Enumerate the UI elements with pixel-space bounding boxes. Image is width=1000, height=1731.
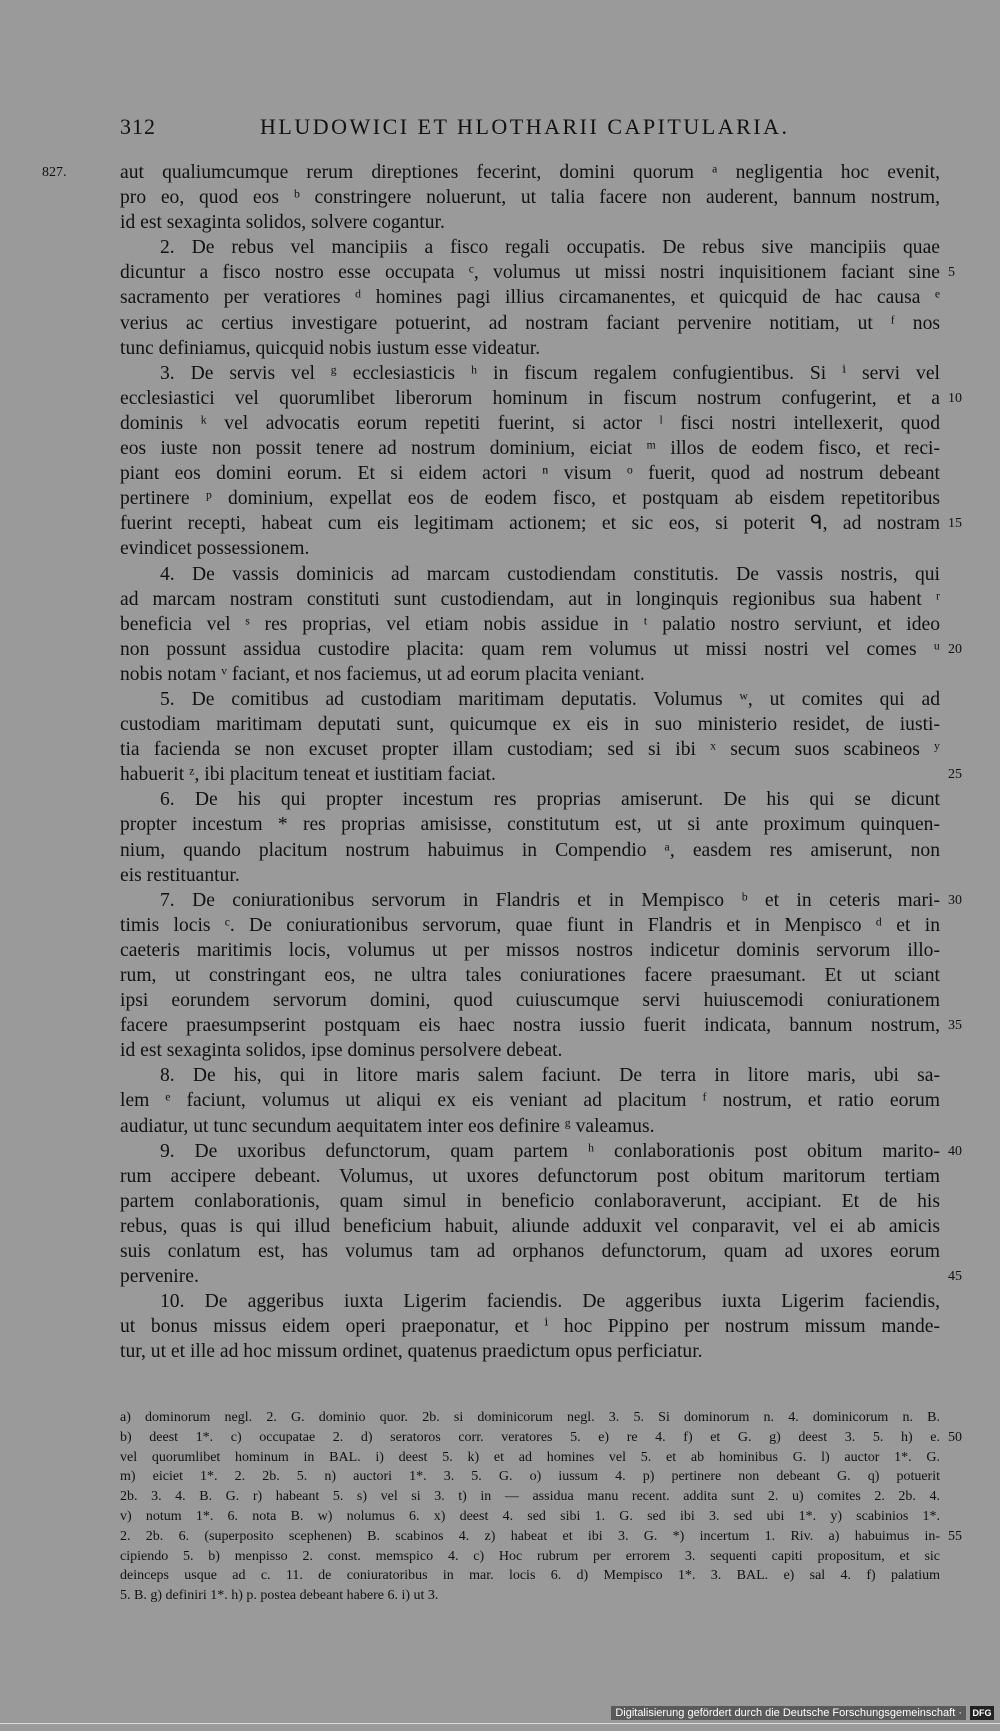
line-text: piant eos domini eorum. Et si eidem actori ⁿ visum ᵒ fuerit, quod ad nostrum debeant <box>120 463 940 485</box>
digitization-footer <box>0 1706 1000 1724</box>
footnote-text: b) deest 1*. c) occupatae 2. d) seratoros corr. veratores 5. e) re 4. f) et G. g) deest 3. 5. h) e. <box>120 1429 940 1445</box>
text-line <box>120 336 940 361</box>
text-line <box>120 1314 940 1339</box>
text-line <box>120 1063 940 1088</box>
line-text: tur, ut et ille ad hoc missum ordinet, quatenus praedictum opus perficiatur. <box>120 1341 703 1363</box>
text-line <box>120 888 962 913</box>
line-text: custodiam maritimam deputati sunt, quicumque ex eis in suo ministerio residet, de iusti- <box>120 714 940 736</box>
line-text: pertinere ᵖ dominium, expellat eos de eodem fisco, et postquam ab eisdem repetitoribus <box>120 488 940 510</box>
text-line <box>120 1214 940 1239</box>
line-text: ecclesiastici vel quorumlibet liberorum hominum in fiscum nostrum confugerint, et a <box>120 387 940 409</box>
line-number: 25 <box>948 767 962 783</box>
footnote-text: 2b. 3. 4. B. G. r) habeant 5. s) vel si 3. t) in — assidua manu recent. addita sunt 2. u) comites 2. 2b. 4. <box>120 1489 940 1505</box>
line-text: rum accipere debeant. Volumus, ut uxores defunctorum post obitum maritorum tertiam <box>120 1165 940 1187</box>
footnote-line <box>120 1527 962 1547</box>
line-text: timis locis ᶜ. De coniurationibus servorum, quae fiunt in Flandris et in Menpisco ᵈ et in <box>120 914 940 936</box>
line-text: sacramento per veratiores ᵈ homines pagi illius circamanentes, et quicquid de hac causa ᵉ <box>120 287 940 309</box>
line-text: dicuntur a fisco nostro esse occupata ᶜ, volumus ut missi nostri inquisitionem faciant sine <box>120 262 940 284</box>
text-line <box>120 461 940 486</box>
footnote-line <box>120 1586 940 1606</box>
line-text: pro eo, quod eos ᵇ constringere noluerunt, ut talia facere non auderent, bannum nostrum, <box>120 187 940 209</box>
line-text: ipsi eorundem servorum domini, quod cuiuscumque servi huiuscemodi coniurationem <box>120 990 940 1012</box>
text-line <box>120 536 940 561</box>
line-text: eis restituantur. <box>120 864 240 886</box>
line-number: 55 <box>948 1528 962 1544</box>
text-line <box>120 1038 940 1063</box>
line-text: 7. De coniurationibus servorum in Flandris et in Mempisco ᵇ et in ceteris mari- <box>160 889 940 911</box>
footnote-line <box>120 1448 940 1468</box>
text-line <box>120 436 940 461</box>
footnote-line <box>120 1487 940 1507</box>
line-text: aut qualiumcumque rerum direptiones fecerint, domini quorum ᵃ negligentia hoc evenit, <box>120 162 940 183</box>
line-text: eos iuste non possit tenere ad nostrum dominium, eiciat ᵐ illos de eodem fisco, et reci- <box>120 438 940 460</box>
text-line <box>120 235 940 260</box>
line-text: evindicet possessionem. <box>120 538 310 560</box>
line-text: tia facienda se non excuset propter illam custodiam; sed si ibi ˣ secum suos scabineos ʸ <box>120 739 940 761</box>
footnote-line <box>120 1428 962 1448</box>
text-line <box>120 863 940 888</box>
line-text: pervenire. <box>120 1266 199 1288</box>
text-line <box>120 913 940 938</box>
line-text: facere praesumpserint postquam eis haec nostra iussio fuerit indicata, bannum nostrum, <box>120 1015 940 1037</box>
line-number: 10 <box>948 390 962 406</box>
footnotes <box>120 1408 962 1606</box>
text-line <box>120 1088 940 1113</box>
footnote-line <box>120 1507 940 1527</box>
line-text: 2. De rebus vel mancipiis a fisco regali occupatis. De rebus sive mancipiis quae <box>160 237 940 259</box>
line-text: 8. De his, qui in litore maris salem faciunt. De terra in litore maris, ubi sa- <box>160 1065 940 1087</box>
page-number: 312 <box>120 114 156 139</box>
line-text: 10. De aggeribus iuxta Ligerim faciendis. De aggeribus iuxta Ligerim faciendis, <box>160 1291 940 1313</box>
line-text: ut bonus missus eidem operi praeponatur, et ⁱ hoc Pippino per nostrum missum mande- <box>120 1316 940 1338</box>
text-line <box>120 386 962 411</box>
line-text: dominis ᵏ vel advocatis eorum repetiti fuerint, si actor ˡ fisci nostri intellexerit, quod <box>120 412 940 434</box>
text-line <box>120 612 940 637</box>
line-text: caeteris maritimis locis, volumus ut per missos nostros indicetur dominis servorum illo- <box>120 939 940 961</box>
footnote-text: deinceps usque ad c. 11. de coniuratoribus in mar. locis 6. d) Mempisco 1*. 3. BAL. e) sal 4. f) palatium <box>120 1568 940 1584</box>
text-line <box>120 486 940 511</box>
text-line <box>120 737 940 762</box>
line-text: ad marcam nostram constituti sunt custodiendam, aut in longinquis regionibus sua habent ʳ <box>120 588 940 610</box>
text-line <box>120 812 940 837</box>
text-line <box>120 260 955 285</box>
text-line <box>120 1189 940 1214</box>
line-text: id est sexaginta solidos, solvere cogantur. <box>120 212 445 234</box>
text-line <box>120 838 940 863</box>
text-line <box>120 1139 962 1164</box>
line-number: 35 <box>948 1018 962 1034</box>
line-text: non possunt assidua custodire placita: quam rem volumus ut missi nostri vel comes ᵘ <box>120 638 940 660</box>
line-number: 20 <box>948 641 962 657</box>
line-text: lem ᵉ faciunt, volumus ut aliqui ex eis veniant ad placitum ᶠ nostrum, et ratio eorum <box>120 1090 940 1112</box>
text-line <box>120 1164 940 1189</box>
year-margin-note: 827. <box>42 165 67 180</box>
line-text: nium, quando placitum nostrum habuimus in Compendio ᵃ, easdem res amiserunt, non <box>120 839 940 861</box>
text-line <box>120 662 940 687</box>
text-line <box>120 210 940 235</box>
line-text: partem conlaborationis, quam simul in beneficio conlaboraverunt, accipiant. Et de his <box>120 1190 940 1212</box>
footer-credit: Digitalisierung gefördert durch die Deutsche Forschungsgemeinschaft · <box>611 1706 966 1720</box>
footer-rule <box>0 1723 1000 1724</box>
line-text: propter incestum * res proprias amisisse, constitutum est, ut si ante proximum quinquen- <box>120 814 940 836</box>
line-number: 15 <box>948 516 962 532</box>
line-text: beneficia vel ˢ res proprias, vel etiam nobis assidue in ᵗ palatio nostro serviunt, et ideo <box>120 613 940 635</box>
line-text: 9. De uxoribus defunctorum, quam partem ʰ conlaborationis post obitum marito- <box>160 1140 940 1162</box>
footnote-text: 5. B. g) definiri 1*. h) p. postea debeant habere 6. i) ut 3. <box>120 1588 439 1604</box>
text-line <box>120 1339 940 1364</box>
line-text: habuerit ᶻ, ibi placitum teneat et iustitiam faciat. <box>120 764 496 786</box>
running-title: HLUDOWICI ET HLOTHARII CAPITULARIA. <box>260 114 790 139</box>
text-line <box>42 160 940 185</box>
text-line <box>120 762 962 787</box>
line-text: suis conlatum est, has volumus tam ad orphanos defunctorum, quam ad uxores eorum <box>120 1241 940 1263</box>
line-number: 50 <box>948 1429 962 1445</box>
line-number: 45 <box>948 1269 962 1285</box>
main-text <box>42 160 962 1365</box>
text-line <box>120 1289 940 1314</box>
running-header <box>120 114 920 144</box>
footnote-text: vel quorumlibet hominum in BAL. i) deest 5. k) et ad homines vel 5. et ab hominibus G. l) auctor 1*. G. <box>120 1449 940 1465</box>
text-line <box>120 1264 962 1289</box>
text-line <box>120 311 940 336</box>
text-line <box>120 938 940 963</box>
line-number: 30 <box>948 892 962 908</box>
footnote-line <box>120 1467 940 1487</box>
text-line <box>120 988 940 1013</box>
line-text: 5. De comitibus ad custodiam maritimam deputatis. Volumus ʷ, ut comites qui ad <box>160 688 940 710</box>
text-line <box>120 562 940 587</box>
line-number: 40 <box>948 1143 962 1159</box>
text-line <box>120 1114 940 1139</box>
footnote-text: m) eiciet 1*. 2. 2b. 5. n) auctori 1*. 3. 5. G. o) iussum 4. p) pertinere non debeant G. q) potuerit <box>120 1469 940 1485</box>
text-line <box>120 361 940 386</box>
line-text: nobis notam ᵛ faciant, et nos faciemus, ut ad eorum placita veniant. <box>120 663 645 685</box>
line-text: rebus, quas is qui illud beneficium habuit, aliunde adduxit vel conparavit, vel ei ab amicis <box>120 1215 940 1237</box>
line-text: 6. De his qui propter incestum res proprias amiserunt. De his qui se dicunt <box>160 789 940 811</box>
footnote-line <box>120 1408 940 1428</box>
dfg-logo: DFG <box>970 1706 994 1720</box>
text-line <box>120 637 962 662</box>
footnote-line <box>120 1566 940 1586</box>
line-text: verius ac certius investigare potuerint, ad nostram faciant pervenire notitiam, ut ᶠ nos <box>120 312 940 334</box>
text-line <box>120 285 940 310</box>
footnote-text: cipiendo 5. b) menpisso 2. const. memspico 4. c) Hoc rubrum per errorem 3. sequenti capiti propositum, et sic <box>120 1548 940 1564</box>
line-text: rum, ut constringant eos, ne ultra tales coniurationes facere praesumant. Et ut sciant <box>120 965 940 986</box>
text-line <box>120 1013 962 1038</box>
line-text: 3. De servis vel ᵍ ecclesiasticis ʰ in fiscum regalem confugientibus. Si ⁱ servi vel <box>160 362 940 384</box>
footnote-text: a) dominorum negl. 2. G. dominio quor. 2b. si dominicorum negl. 3. 5. Si dominorum n. 4. dominicorum n. B. <box>120 1410 940 1425</box>
text-line <box>120 185 940 210</box>
line-text: 4. De vassis dominicis ad marcam custodiendam constitutis. De vassis nostris, qui <box>160 563 940 585</box>
line-text: tunc definiamus, quicquid nobis iustum esse videatur. <box>120 337 541 359</box>
footnote-text: v) notum 1*. 6. nota B. w) nolumus 6. x) deest 4. sed sibi 1. G. sed ibi 3. sed ubi 1*. y) scabinios 1*. <box>120 1508 940 1524</box>
line-text: fuerint recepti, habeat cum eis legitimam actionem; et sic eos, si poterit ᑫ, ad nostram <box>120 513 940 535</box>
text-line <box>120 687 940 712</box>
footnote-line <box>120 1547 940 1567</box>
text-line <box>120 963 940 988</box>
text-line <box>120 411 940 436</box>
text-line <box>120 787 940 812</box>
line-text: audiatur, ut tunc secundum aequitatem inter eos definire ᵍ valeamus. <box>120 1115 655 1137</box>
text-line <box>120 511 962 536</box>
text-line <box>120 587 940 612</box>
text-line <box>120 712 940 737</box>
line-text: id est sexaginta solidos, ipse dominus persolvere debeat. <box>120 1040 563 1062</box>
text-line <box>120 1239 940 1264</box>
footnote-text: 2. 2b. 6. (superposito scephenen) B. scabinos 4. z) habeat et ibi 3. G. *) incertum 1. Riv. a) habuimus in- <box>120 1528 940 1544</box>
line-number: 5 <box>948 265 955 281</box>
